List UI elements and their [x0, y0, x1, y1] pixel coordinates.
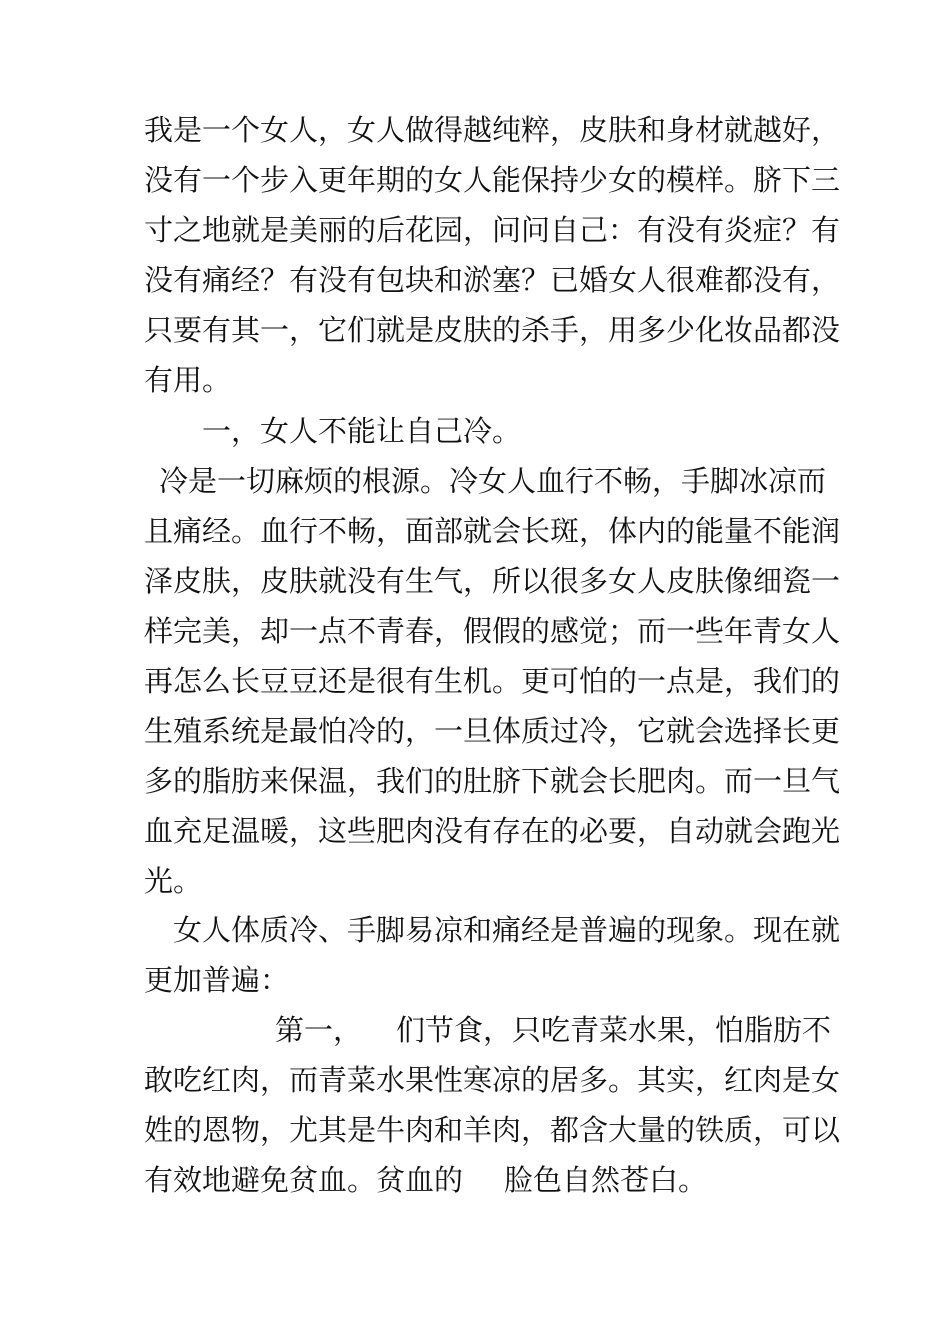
body-text-line: 只要有其一，它们就是皮肤的杀手，用多少化妆品都没	[144, 313, 841, 347]
body-text-line: 没有痛经？有没有包块和淤塞？已婚女人很难都没有，	[144, 263, 841, 297]
section-heading: 一，女人不能让自己冷。	[202, 414, 522, 448]
body-text-line: 姓的恩物，尤其是牛肉和羊肉，都含大量的铁质，可以	[144, 1113, 841, 1147]
body-text-line: 光。	[144, 864, 203, 898]
body-text-line: 泽皮肤，皮肤就没有生气，所以很多女人皮肤像细瓷一	[144, 564, 841, 598]
body-text-line: 多的脂肪来保温，我们的肚脐下就会长肥肉。而一旦气	[144, 764, 841, 798]
body-text-line: 有用。	[144, 363, 232, 397]
body-text-line: 且痛经。血行不畅，面部就会长斑，体内的能量不能润	[144, 514, 841, 548]
body-text-line: 再怎么长豆豆还是很有生机。更可怕的一点是，我们的	[144, 664, 841, 698]
body-text-line: 第一，	[275, 1013, 363, 1047]
body-text-line: 血充足温暖，这些肥肉没有存在的必要，自动就会跑光	[144, 814, 841, 848]
body-text-line: 脸色自然苍白。	[504, 1163, 708, 1197]
body-text-line: 女人体质冷、手脚易凉和痛经是普遍的现象。现在就	[173, 913, 841, 947]
body-text-line: 更加普遍：	[144, 963, 290, 997]
body-text-line: 寸之地就是美丽的后花园，问问自己：有没有炎症？有	[144, 213, 841, 247]
body-text-line: 有效地避免贫血。贫血的	[144, 1163, 464, 1197]
body-text-line: 敢吃红肉，而青菜水果性寒凉的居多。其实，红肉是女	[144, 1063, 841, 1097]
body-text-line: 没有一个步入更年期的女人能保持少女的模样。脐下三	[144, 163, 841, 197]
body-text-line: 样完美，却一点不青春，假假的感觉；而一些年青女人	[144, 614, 841, 648]
body-text-line: 我是一个女人，女人做得越纯粹，皮肤和身材就越好，	[144, 113, 841, 147]
body-text-line: 生殖系统是最怕冷的，一旦体质过冷，它就会选择长更	[144, 714, 841, 748]
body-text-line: 们节食，只吃青菜水果，怕脂肪不	[396, 1013, 832, 1047]
body-text-line: 冷是一切麻烦的根源。冷女人血行不畅，手脚冰凉而	[159, 464, 827, 498]
